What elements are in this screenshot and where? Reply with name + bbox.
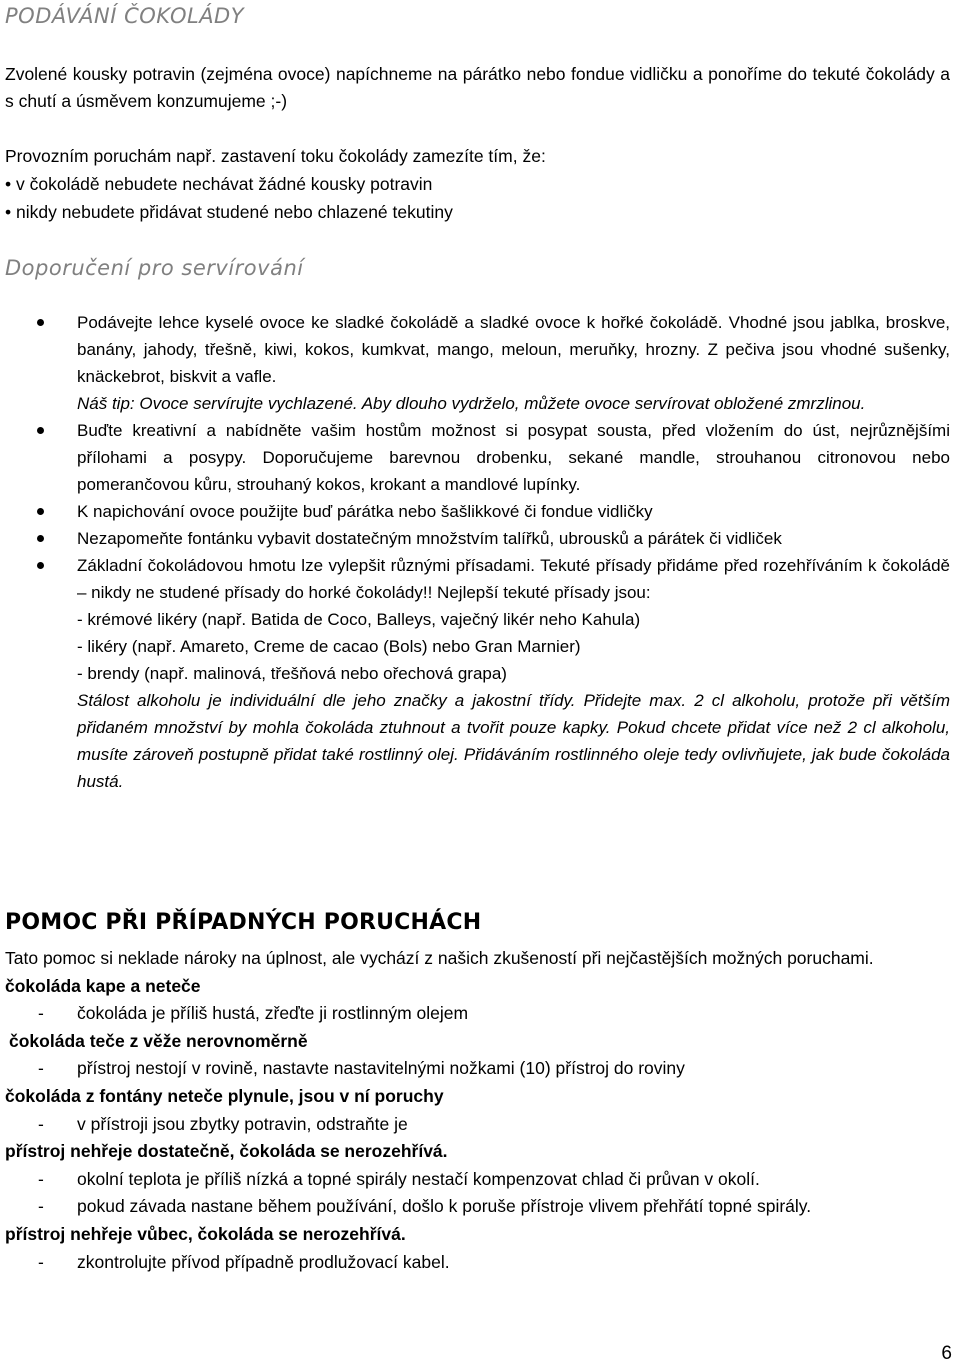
list-item: [0, 525, 950, 552]
fix-item: [0, 1249, 950, 1277]
liqueur-item: - brendy (např. malinová, třešňová nebo ořechová grapa): [77, 664, 507, 683]
dash-marker: -: [38, 1003, 44, 1024]
troubleshooting-intro: Tato pomoc si neklade nároky na úplnost, ale vychází z našich zkušeností při nejčastějších možných poruchami.: [5, 948, 874, 968]
bullet-icon: [37, 508, 44, 515]
bullet-icon: [37, 427, 44, 434]
dash-marker: -: [38, 1168, 44, 1189]
list-item-text: Základní čokoládovou hmotu lze vylepšit různými přísadami. Tekuté přísady přidáme před rozehříváním k čokoládě – nikdy ne studené přísady do horké čokolády!! Nejlepší tekuté přísady jsou:: [77, 556, 950, 602]
problem-title: čokoláda kape a neteče: [5, 975, 201, 996]
faults-intro: Provozním poruchám např. zastavení toku čokolády zamezíte tím, že:: [5, 146, 546, 166]
fix-item: [0, 1000, 950, 1028]
problem-title: přístroj nehřeje vůbec, čokoláda se nerozehřívá.: [5, 1223, 406, 1244]
liqueur-item: - krémové likéry (např. Batida de Coco, Balleys, vaječný likér neho Kahula): [77, 610, 641, 629]
list-item-text: K napichování ovoce použijte buď párátka nebo šašlikkové či fondue vidličky: [77, 502, 653, 521]
list-item: [0, 309, 950, 417]
list-item-text: Buďte kreativní a nabídněte vašim hostům možnost si posypat sousta, před vložením do úst, nejrůznějšími přílohami a posypy. Doporučujeme barevnou drobenku, sekané mandle, strouhanou citronovou nebo pomerančovou kůru, strouhaný kokos, krokant a mandlové lupínky.: [77, 421, 950, 494]
fix-item: [0, 1111, 950, 1139]
fault-item: • v čokoládě nebudete nechávat žádné kousky potravin: [5, 174, 433, 194]
section-title-pomoc: POMOC PŘI PŘÍPADNÝCH PORUCHÁCH: [5, 910, 482, 935]
fix-text: pokud závada nastane během používání, došlo k poruše přístroje vlivem přehřátí topné spirály.: [77, 1196, 812, 1217]
troubleshooting: [0, 945, 950, 1276]
faults-block: [5, 142, 950, 226]
fix-item: [0, 1055, 950, 1083]
fix-item: [0, 1166, 950, 1194]
bullet-icon: [37, 319, 44, 326]
list-item-text: Nezapomeňte fontánku vybavit dostatečným množstvím talířků, ubrousků a párátek či vidliček: [77, 529, 782, 548]
fix-text: okolní teplota je příliš nízká a topné spirály nestačí kompenzovat chlad či průvan v okolí.: [77, 1168, 760, 1189]
alcohol-note: Stálost alkoholu je individuální dle jeho značky a jakostní třídy. Přidejte max. 2 cl alkoholu, protože při větším přidaném množství by mohla čokoláda ztuhnout a tvořit pouze kapky. Pokud chcete přidat více než 2 cl alkoholu, musíte zároveň postupně přidat také rostlinný olej. Přidáváním rostlinného oleje tedy ovlivňujete, jak bude čokoláda hustá.: [77, 691, 950, 791]
fix-text: v přístroji jsou zbytky potravin, odstraňte je: [77, 1113, 408, 1134]
problem-title: přístroj nehřeje dostatečně, čokoláda se nerozehřívá.: [5, 1141, 448, 1162]
dash-marker: -: [38, 1113, 44, 1134]
list-item-text: Podávejte lehce kyselé ovoce ke sladké čokoládě a sladké ovoce k hořké čokoládě. Vhodné jsou jablka, broskve, banány, jahody, třešně, kiwi, kokos, kumkvat, mango, meloun, meruňky, hrozny. Z pečiva jsou vhodné sušenky, knäckebrot, biskvit a vafle.: [77, 313, 950, 386]
problem-title: čokoláda z fontány neteče plynule, jsou v ní poruchy: [5, 1085, 444, 1106]
dash-marker: -: [38, 1196, 44, 1217]
list-item: [0, 417, 950, 498]
bullet-icon: [37, 535, 44, 542]
fix-text: přístroj nestojí v rovině, nastavte nastavitelnými nožkami (10) přístroj do roviny: [77, 1058, 685, 1079]
list-item: [0, 498, 950, 525]
list-item: [0, 552, 950, 795]
dash-marker: -: [38, 1251, 44, 1272]
fix-item: [0, 1193, 950, 1221]
problem-title: čokoláda teče z věže nerovnoměrně: [9, 1030, 308, 1051]
liqueur-item: - likéry (např. Amareto, Creme de cacao (Bols) nebo Gran Marnier): [77, 637, 581, 656]
page-number: 6: [941, 1343, 952, 1364]
bullet-icon: [37, 562, 44, 569]
fault-item: • nikdy nebudete přidávat studené nebo chlazené tekutiny: [5, 202, 453, 222]
section-title-doporuceni: Doporučení pro servírování: [5, 256, 304, 280]
fix-text: čokoláda je příliš hustá, zřeďte ji rostlinným olejem: [77, 1003, 469, 1024]
dash-marker: -: [38, 1058, 44, 1079]
serving-tip: Náš tip: Ovoce servírujte vychlazené. Aby dlouho vydrželo, můžete ovoce servírovat obložené zmrzlinou.: [77, 394, 866, 413]
serving-list: [0, 309, 950, 795]
fix-text: zkontrolujte přívod případně prodlužovací kabel.: [77, 1251, 450, 1272]
intro-paragraph: Zvolené kousky potravin (zejména ovoce) napíchneme na párátko nebo fondue vidličku a ponoříme do tekuté čokolády a s chutí a úsměvem konzumujeme ;-): [5, 64, 950, 111]
section-title-podavani: PODÁVÁNÍ ČOKOLÁDY: [5, 4, 245, 28]
